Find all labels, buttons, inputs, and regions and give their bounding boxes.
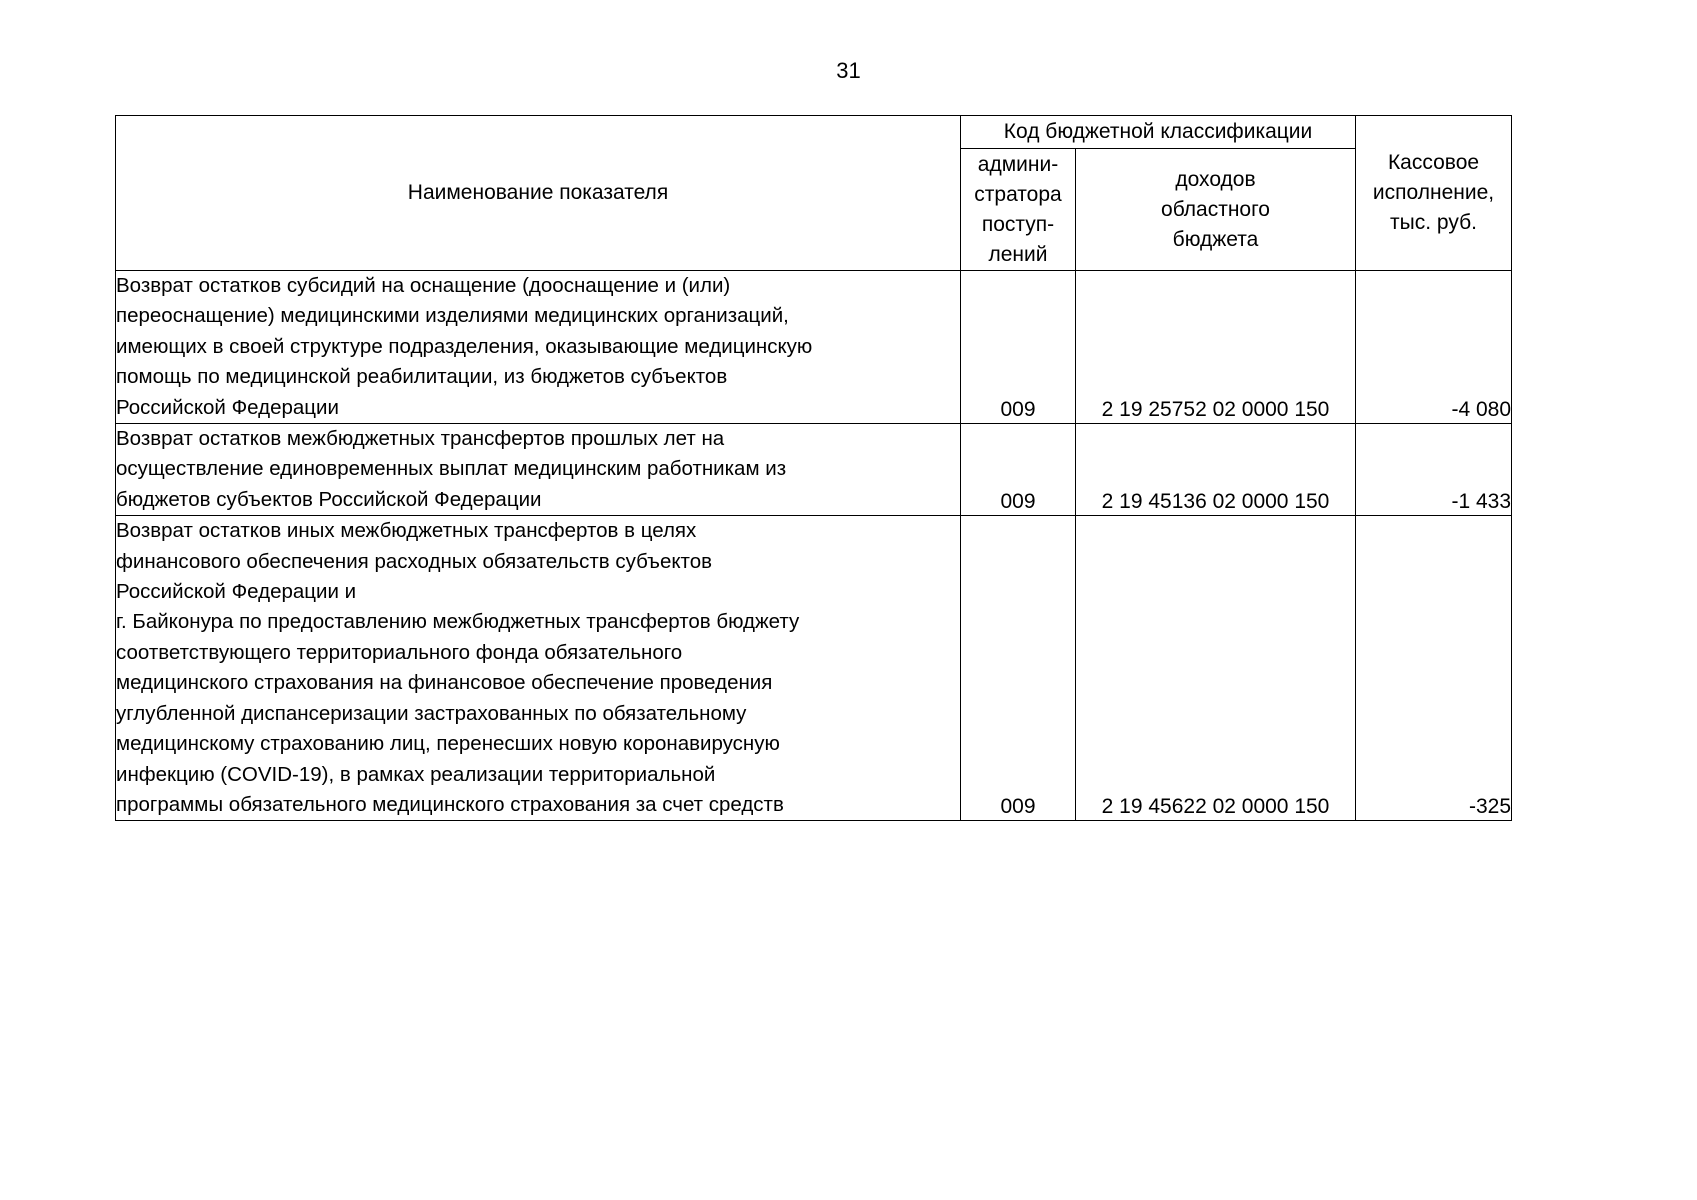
cash-execution-cell: -325 (1356, 516, 1512, 821)
indicator-name-cell (116, 424, 961, 516)
administrator-code-cell: 009 (961, 424, 1076, 516)
indicator-name-line: переоснащение) медицинскими изделиями медицинских организаций, (116, 304, 789, 328)
table-row (116, 271, 1512, 424)
indicator-name-line: медицинского страхования на финансовое обеспечение проведения (116, 671, 773, 695)
header-cash-execution-line: Кассовое (1387, 151, 1480, 174)
table-row (116, 424, 1512, 516)
header-administrator-line: поступ- (981, 212, 1055, 236)
administrator-code-cell: 009 (961, 271, 1076, 424)
indicator-name-cell (116, 271, 961, 424)
cash-execution-cell: -1 433 (1356, 424, 1512, 516)
header-administrator (961, 149, 1076, 271)
indicator-name-line: соответствующего территориального фонда обязательного (116, 640, 683, 664)
header-cash-execution-line: исполнение, (1372, 181, 1495, 204)
indicator-name-line: Российской Федерации и (116, 580, 357, 604)
revenue-code-cell: 2 19 45622 02 0000 150 (1076, 516, 1356, 821)
header-regional-revenue-line: областного (1161, 197, 1270, 221)
header-regional-revenue-line: доходов (1175, 167, 1256, 191)
indicator-name-line: углубленной диспансеризации застрахованных по обязательному (116, 701, 747, 725)
header-cash-execution-line: тыс. руб. (1390, 211, 1477, 234)
indicator-name-line: финансового обеспечения расходных обязательств субъектов (116, 549, 712, 573)
indicator-name-line: Возврат остатков иных межбюджетных трансфертов в целях (116, 519, 697, 543)
indicator-name-line: бюджетов субъектов Российской Федерации (116, 487, 542, 511)
revenue-code-cell: 2 19 25752 02 0000 150 (1076, 271, 1356, 424)
indicator-name-line: осуществление единовременных выплат медицинским работникам из (116, 457, 787, 481)
budget-revenue-table (115, 115, 1512, 821)
indicator-name-line: имеющих в своей структуре подразделения, оказывающие медицинскую (116, 334, 813, 358)
header-budget-code-group: Код бюджетной классификации (961, 116, 1356, 149)
indicator-name-line: медицинскому страхованию лиц, перенесших новую коронавирусную (116, 732, 780, 756)
indicator-name-line: программы обязательного медицинского страхования за счет средств (116, 792, 784, 816)
indicator-name-line: помощь по медицинской реабилитации, из бюджетов субъектов (116, 365, 728, 389)
header-regional-revenue (1076, 149, 1356, 271)
page-number: 31 (836, 58, 861, 83)
revenue-code-cell: 2 19 45136 02 0000 150 (1076, 424, 1356, 516)
table-row (116, 516, 1512, 821)
header-regional-revenue-line: бюджета (1172, 227, 1259, 251)
cash-execution-cell: -4 080 (1356, 271, 1512, 424)
header-indicator-name: Наименование показателя (116, 116, 961, 271)
header-administrator-line: админи- (977, 152, 1059, 176)
administrator-code-cell: 009 (961, 516, 1076, 821)
indicator-name-line: Возврат остатков межбюджетных трансфертов прошлых лет на (116, 427, 725, 451)
indicator-name-line: инфекцию (COVID-19), в рамках реализации территориальной (116, 762, 716, 786)
indicator-name-cell (116, 516, 961, 821)
indicator-name-line: Возврат остатков субсидий на оснащение (дооснащение и (или) (116, 274, 731, 297)
indicator-name-line: г. Байконура по предоставлению межбюджетных трансфертов бюджету (116, 610, 800, 634)
header-administrator-line: лений (988, 242, 1048, 266)
header-cash-execution (1356, 116, 1512, 271)
indicator-name-line: Российской Федерации (116, 395, 339, 419)
header-administrator-line: стратора (974, 182, 1062, 206)
